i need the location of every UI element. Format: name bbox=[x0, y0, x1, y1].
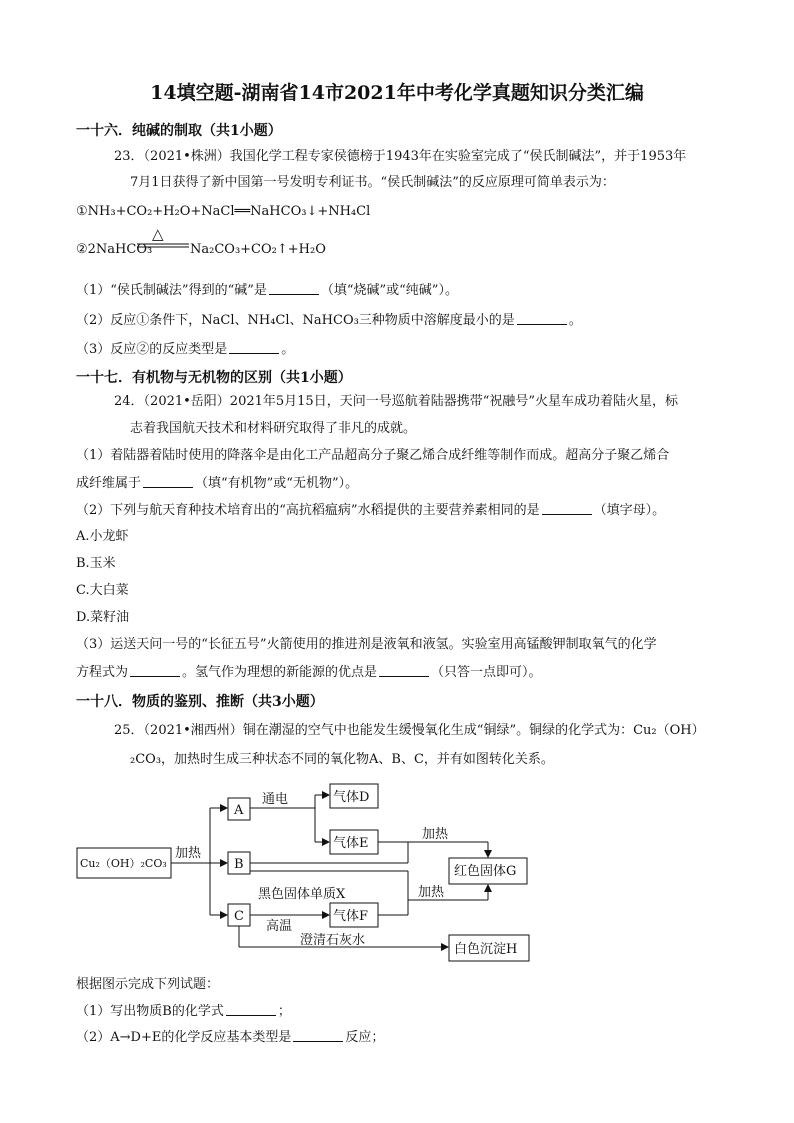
label-heat-e: 加热 bbox=[422, 827, 449, 842]
label-gas-d: 气体D bbox=[333, 790, 370, 805]
label-start: Cu₂（OH）₂CO₃ bbox=[80, 857, 167, 870]
label-black-solid-x: 黑色固体单质X bbox=[258, 887, 346, 902]
label-high-temp: 高温 bbox=[266, 919, 293, 934]
q23-part3: （3）反应②的反应类型是 。 bbox=[76, 342, 295, 357]
answer-blank[interactable] bbox=[379, 664, 429, 677]
label-white-ppt-h: 白色沉淀H bbox=[454, 942, 518, 957]
q23-line1: 23．（2021•株洲）我国化学工程专家侯德榜于1943年在实验室完成了“侯氏制碱法”，并于1953年 bbox=[114, 149, 687, 164]
q24-part2: （2）下列与航天育种技术培育出的“高抗稻瘟病”水稻提供的主要营养素相同的是 （填字母）。 bbox=[76, 503, 666, 518]
q24-option-a: A.小龙虾 bbox=[76, 529, 129, 544]
q24-part3-line2: 方程式为 。氢气作为理想的新能源的优点是 （只答一点即可）。 bbox=[76, 665, 542, 680]
label-a: A bbox=[234, 803, 244, 818]
label-c: C bbox=[234, 909, 244, 924]
transformation-diagram bbox=[0, 770, 794, 970]
q24-part1-line2: 成纤维属于 （填“有机物”或“无机物”）。 bbox=[76, 476, 359, 491]
answer-blank[interactable] bbox=[143, 475, 193, 488]
q23-part2: （2）反应①条件下，NaCl、NH₄Cl、NaHCO₃三种物质中溶解度最小的是 。 bbox=[76, 313, 582, 328]
section-heading-17: 一十七．有机物与无机物的区别（共1小题） bbox=[76, 370, 352, 386]
q24-part1-line1: （1）着陆器着陆时使用的降落伞是由化工产品超高分子聚乙烯合成纤维等制作而成。超高分子聚乙烯合 bbox=[76, 448, 670, 463]
q24-line2: 志着我国航天技术和材料研究取得了非凡的成就。 bbox=[130, 421, 417, 436]
label-electrolysis: 通电 bbox=[262, 792, 289, 807]
q25-part1: （1）写出物质B的化学式 ； bbox=[76, 1004, 291, 1019]
q25-intro: 根据图示完成下列试题： bbox=[76, 977, 220, 992]
q24-part3-line1: （3）运送天问一号的“长征五号”火箭使用的推进剂是液氧和液氢。实验室用高锰酸钾制取氧气的化学 bbox=[76, 637, 657, 652]
answer-blank[interactable] bbox=[269, 282, 319, 295]
label-b: B bbox=[234, 857, 244, 872]
section-heading-16: 一十六．纯碱的制取（共1小题） bbox=[76, 123, 282, 139]
section-heading-18: 一十八．物质的鉴别、推断（共3小题） bbox=[76, 694, 324, 710]
q23-equation-2-left: ②2NaHCO₃ bbox=[76, 242, 153, 257]
label-gas-e: 气体E bbox=[333, 836, 369, 851]
label-heat: 加热 bbox=[175, 846, 202, 861]
answer-blank[interactable] bbox=[517, 312, 567, 325]
answer-blank[interactable] bbox=[226, 1003, 276, 1016]
label-heat-f: 加热 bbox=[418, 885, 445, 900]
q23-equation-2-right: Na₂CO₃+CO₂↑+H₂O bbox=[190, 242, 326, 257]
answer-blank[interactable] bbox=[229, 341, 279, 354]
q24-option-d: D.菜籽油 bbox=[76, 610, 130, 625]
q25-part2: （2）A→D+E的化学反应基本类型是 反应； bbox=[76, 1030, 385, 1045]
q23-part1: （1）“侯氏制碱法”得到的“碱”是 （填“烧碱”或“纯碱”）。 bbox=[76, 283, 458, 298]
answer-blank[interactable] bbox=[293, 1029, 343, 1042]
equation-equals-bar bbox=[137, 243, 189, 249]
answer-blank[interactable] bbox=[130, 664, 180, 677]
label-gas-f: 气体F bbox=[333, 909, 369, 924]
q25-line2: ₂CO₃，加热时生成三种状态不同的氧化物A、B、C，并有如图转化关系。 bbox=[130, 752, 554, 767]
q24-line1: 24．（2021•岳阳）2021年5月15日，天问一号巡航着陆器携带“祝融号”火星车成功着陆火星，标 bbox=[114, 394, 678, 409]
q23-line2: 7月1日获得了新中国第一号发明专利证书。“侯氏制碱法”的反应原理可简单表示为： bbox=[130, 175, 615, 190]
q23-equation-1: ①NH₃+CO₂+H₂O+NaCl══NaHCO₃↓+NH₄Cl bbox=[76, 204, 371, 219]
label-limewater: 澄清石灰水 bbox=[300, 933, 366, 948]
heat-condition-icon: △ bbox=[152, 225, 164, 243]
answer-blank[interactable] bbox=[542, 502, 592, 515]
q25-line1: 25．（2021•湘西州）铜在潮湿的空气中也能发生缓慢氧化生成“铜绿”。铜绿的化学式为：Cu₂（OH） bbox=[114, 723, 705, 738]
q24-option-c: C.大白菜 bbox=[76, 583, 129, 598]
label-red-solid-g: 红色固体G bbox=[454, 864, 517, 879]
page-title: 14填空题-湖南省14市2021年中考化学真题知识分类汇编 bbox=[150, 82, 644, 104]
q24-option-b: B.玉米 bbox=[76, 556, 116, 571]
